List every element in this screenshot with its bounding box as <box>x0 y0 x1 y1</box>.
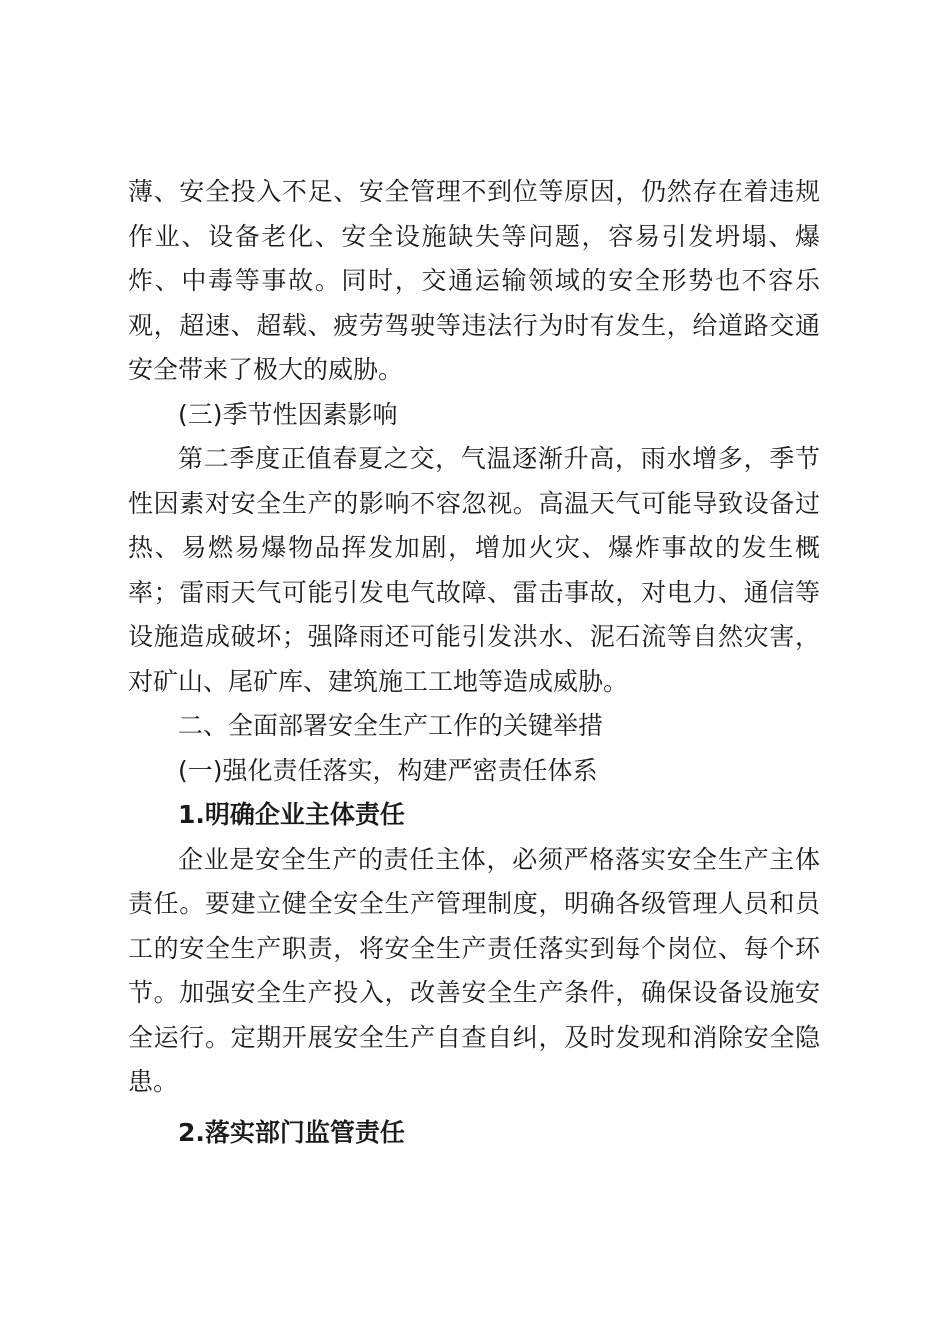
section-heading-key-measures: 二、全面部署安全生产工作的关键举措 <box>178 711 604 740</box>
body-paragraph-enterprise: 企业是安全生产的责任主体，必须严格落实安全生产主体责任。要建立健全安全生产管理制度，明确各级管理人员和员工的安全生产职责，将安全生产责任落实到每个岗位、每个环节。加强安全生产投入，改善安全生产条件，确保设备设施安全运行。定期开展安全生产自查自纠，及时发现和消除安全隐患。 <box>128 844 820 1096</box>
document-body <box>128 170 820 1155</box>
subheading-seasonal-factors: (三)季节性因素影响 <box>178 399 398 429</box>
item-heading-enterprise-responsibility: 1.明确企业主体责任 <box>178 800 405 829</box>
subheading-responsibility: (一)强化责任落实，构建严密责任体系 <box>178 755 598 785</box>
body-paragraph-continued: 薄、安全投入不足、安全管理不到位等原因，仍然存在着违规作业、设备老化、安全设施缺失等问题，容易引发坍塌、爆炸、中毒等事故。同时，交通运输领域的安全形势也不容乐观，超速、超载、疲劳驾驶等违法行为时有发生，给道路交通安全带来了极大的威胁。 <box>128 177 820 384</box>
body-paragraph-seasonal: 第二季度正值春夏之交，气温逐渐升高，雨水增多，季节性因素对安全生产的影响不容忽视。高温天气可能导致设备过热、易燃易爆物品挥发加剧，增加火灾、爆炸事故的发生概率；雷雨天气可能引发电气故障、雷击事故，对电力、通信等设施造成破坏；强降雨还可能引发洪水、泥石流等自然灾害，对矿山、尾矿库、建筑施工工地等造成威胁。 <box>128 444 820 696</box>
item-heading-department-supervision: 2.落实部门监管责任 <box>178 1117 405 1147</box>
